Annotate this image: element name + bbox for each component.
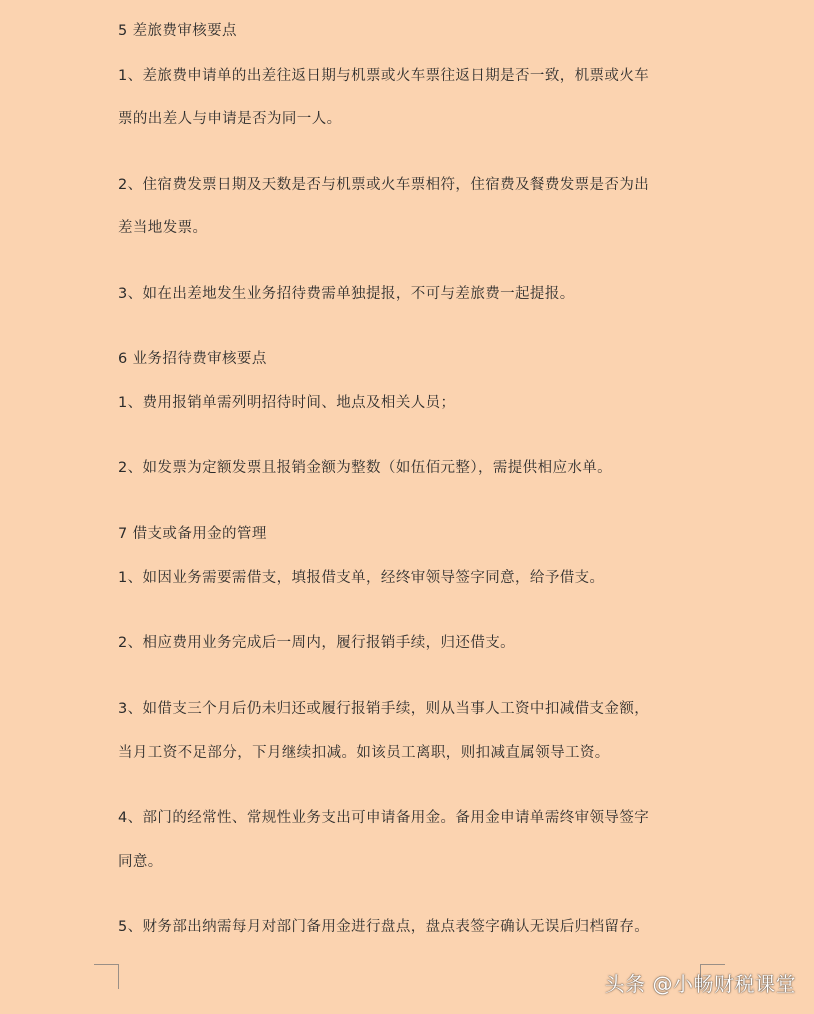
section-heading-entertainment: 6 业务招待费审核要点 bbox=[118, 351, 267, 367]
paragraph-line: 1、差旅费申请单的出差往返日期与机票或火车票往返日期是否一致，机票或火车 bbox=[118, 68, 650, 84]
page-corner-mark-left bbox=[94, 964, 119, 989]
paragraph-line: 同意。 bbox=[118, 854, 163, 870]
paragraph-line: 2、住宿费发票日期及天数是否与机票或火车票相符，住宿费及餐费发票是否为出 bbox=[118, 177, 650, 193]
paragraph-line: 3、如在出差地发生业务招待费需单独提报，不可与差旅费一起提报。 bbox=[118, 286, 575, 302]
paragraph-line: 当月工资不足部分，下月继续扣减。如该员工离职，则扣减直属领导工资。 bbox=[118, 745, 610, 761]
paragraph-line: 4、部门的经常性、常规性业务支出可申请备用金。备用金申请单需终审领导签字 bbox=[118, 810, 650, 826]
paragraph-line: 2、相应费用业务完成后一周内，履行报销手续，归还借支。 bbox=[118, 635, 516, 651]
section-heading-advances: 7 借支或备用金的管理 bbox=[118, 526, 267, 542]
paragraph-line: 2、如发票为定额发票且报销金额为整数（如伍佰元整），需提供相应水单。 bbox=[118, 460, 613, 476]
paragraph-line: 票的出差人与申请是否为同一人。 bbox=[118, 111, 342, 127]
paragraph-line: 1、费用报销单需列明招待时间、地点及相关人员； bbox=[118, 395, 456, 411]
paragraph-line: 5、财务部出纳需每月对部门备用金进行盘点，盘点表签字确认无误后归档留存。 bbox=[118, 919, 650, 935]
paragraph-line: 差当地发票。 bbox=[118, 220, 208, 236]
paragraph-line: 3、如借支三个月后仍未归还或履行报销手续，则从当事人工资中扣减借支金额， bbox=[118, 701, 650, 717]
source-watermark: 头条 @小畅财税课堂 bbox=[604, 972, 796, 996]
paragraph-line: 1、如因业务需要需借支，填报借支单，经终审领导签字同意，给予借支。 bbox=[118, 570, 605, 586]
section-heading-travel-expenses: 5 差旅费审核要点 bbox=[118, 23, 237, 39]
